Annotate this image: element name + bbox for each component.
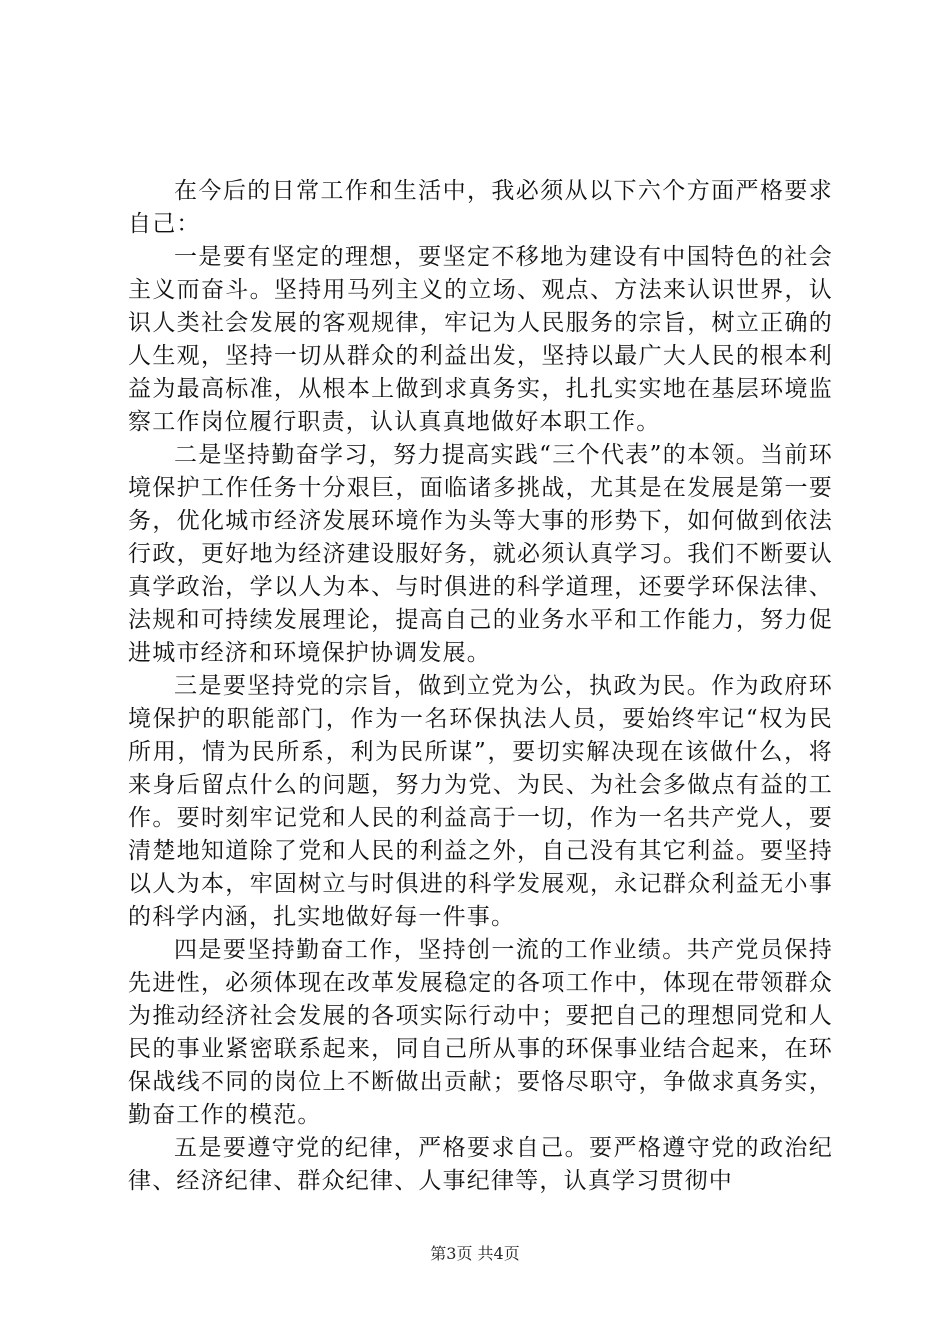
paragraph-point-two: 二是坚持勤奋学习，努力提高实践“三个代表”的本领。当前环境保护工作任务十分艰巨，面临诸多挑战，尤其是在发展是第一要务，优化城市经济发展环境作为头等大事的形势下，如何做到依法行政，更好地为经济建设服好务，就必须认真学习。我们不断要认真学政治，学以人为本、与时俱进的科学道理，还要学环保法律、法规和可持续发展理论，提高自己的业务水平和工作能力，努力促进城市经济和环境保护协调发展。 (128, 442, 833, 666)
paragraph-point-five: 五是要遵守党的纪律，严格要求自己。要严格遵守党的政治纪律、经济纪律、群众纪律、人事纪律等，认真学习贯彻中 (128, 1135, 833, 1194)
page-number-footer: 第3页 共4页 (430, 1244, 520, 1263)
paragraph-point-four: 四是要坚持勤奋工作，坚持创一流的工作业绩。共产党员保持先进性，必须体现在改革发展稳定的各项工作中，体现在带领群众为推动经济社会发展的各项实际行动中；要把自己的理想同党和人民的事业紧密联系起来，同自己所从事的环保事业结合起来，在环保战线不同的岗位上不断做出贡献；要恪尽职守，争做求真务实，勤奋工作的模范。 (128, 937, 833, 1128)
paragraph-point-one: 一是要有坚定的理想，要坚定不移地为建设有中国特色的社会主义而奋斗。坚持用马列主义的立场、观点、方法来认识世界，认识人类社会发展的客观规律，牢记为人民服务的宗旨，树立正确的人生观，坚持一切从群众的利益出发，坚持以最广大人民的根本利益为最高标准，从根本上做到求真务实，扎扎实实地在基层环境监察工作岗位履行职责，认认真真地做好本职工作。 (128, 244, 833, 435)
document-body (128, 175, 833, 1198)
paragraph-point-three: 三是要坚持党的宗旨，做到立党为公，执政为民。作为政府环境保护的职能部门，作为一名环保执法人员，要始终牢记“权为民所用，情为民所系，利为民所谋”，要切实解决现在该做什么，将来身后留点什么的问题，努力为党、为民、为社会多做点有益的工作。要时刻牢记党和人民的利益高于一切，作为一名共产党人，要清楚地知道除了党和人民的利益之外，自己没有其它利益。要坚持以人为本，牢固树立与时俱进的科学发展观，永记群众利益无小事的科学内涵，扎实地做好每一件事。 (128, 673, 833, 930)
paragraph-intro: 在今后的日常工作和生活中，我必须从以下六个方面严格要求自己： (128, 178, 833, 237)
